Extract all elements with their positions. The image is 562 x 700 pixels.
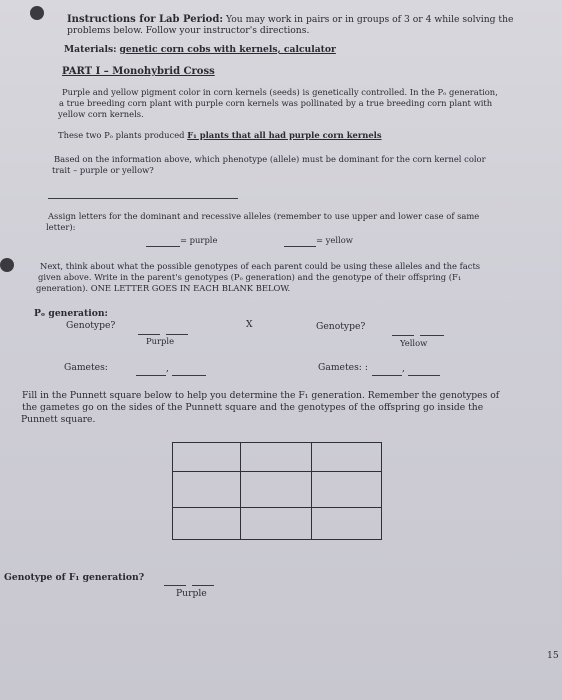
left-genotype-blank-1[interactable]: [138, 334, 160, 335]
p-generation-label: Pₒ generation:: [34, 308, 108, 319]
materials-line: [64, 45, 336, 56]
genotype-instructions-2: given above. Write in the parent's genotypes (Pₒ generation) and the genotype of their offspring (F₁: [38, 272, 462, 282]
left-gametes-label: Gametes:: [64, 362, 108, 373]
f1-statement: [58, 131, 382, 141]
punnett-instructions-3: Punnett square.: [21, 414, 96, 425]
right-gametes-label: Gametes: :: [318, 362, 368, 373]
instructions-text: You may work in pairs or in groups of 3 or 4 while solving the: [225, 14, 514, 25]
punnett-instructions-2: the gametes go on the sides of the Punnett square and the genotypes of the offspring go inside the: [22, 402, 484, 413]
left-gamete-comma: ,: [166, 363, 169, 374]
binder-hole: [0, 258, 14, 272]
punnett-divider-vertical: [311, 443, 312, 539]
left-genotype-label: Genotype?: [66, 320, 116, 331]
cross-symbol: X: [246, 319, 253, 330]
right-gamete-blank-1[interactable]: [372, 375, 402, 376]
punnett-divider-horizontal: [173, 507, 381, 508]
intro-line-2: a true breeding corn plant with purple corn kernels was pollinated by a true breeding corn plant with: [59, 98, 493, 108]
f1-genotype-blank-1[interactable]: [164, 585, 186, 586]
part-title: PART I – Monohybrid Cross: [62, 66, 215, 77]
yellow-allele-blank[interactable]: [284, 246, 316, 247]
yellow-allele-label: = yellow: [316, 235, 353, 245]
punnett-square: [172, 442, 382, 540]
assign-letters-2: letter):: [46, 222, 76, 232]
instructions-text-2: problems below. Follow your instructor's directions.: [67, 25, 310, 36]
genotype-instructions-3: generation). ONE LETTER GOES IN EACH BLANK BELOW.: [36, 283, 291, 293]
purple-allele-label: = purple: [180, 235, 218, 245]
f1-genotype-blank-2[interactable]: [192, 585, 214, 586]
materials-label: Materials:: [64, 44, 117, 55]
f1-statement-prefix: These two Pₒ plants produced: [58, 130, 188, 140]
binder-hole: [30, 6, 44, 20]
purple-allele-blank[interactable]: [146, 246, 180, 247]
punnett-divider-vertical: [240, 443, 241, 539]
left-phenotype: Purple: [146, 336, 175, 346]
f1-phenotype: Purple: [176, 588, 207, 599]
question-dominant-1: Based on the information above, which phenotype (allele) must be dominant for the corn kernel color: [54, 154, 486, 164]
materials-value: genetic corn cobs with kernels, calculator: [119, 44, 336, 55]
question-dominant-2: trait – purple or yellow?: [52, 165, 154, 175]
intro-line-3: yellow corn kernels.: [58, 109, 144, 119]
right-gamete-comma: ,: [402, 363, 405, 374]
left-gamete-blank-2[interactable]: [172, 375, 206, 376]
left-genotype-blank-2[interactable]: [166, 334, 188, 335]
punnett-instructions-1: Fill in the Punnett square below to help you determine the F₁ generation. Remember the genotypes of: [22, 390, 500, 401]
left-gamete-blank-1[interactable]: [136, 375, 166, 376]
genotype-instructions-1: Next, think about what the possible genotypes of each parent could be using these alleles and the facts: [40, 261, 481, 271]
punnett-divider-horizontal: [173, 471, 381, 472]
f1-genotype-label: Genotype of F₁ generation?: [4, 572, 145, 583]
right-genotype-blank-1[interactable]: [392, 335, 414, 336]
right-gamete-blank-2[interactable]: [408, 375, 440, 376]
right-genotype-label: Genotype?: [316, 321, 366, 332]
instructions-heading: Instructions for Lab Period:: [67, 14, 224, 25]
instructions-line: [67, 14, 513, 26]
right-genotype-blank-2[interactable]: [420, 335, 444, 336]
right-phenotype: Yellow: [400, 338, 428, 348]
f1-statement-underlined: F₁ plants that all had purple corn kernels: [187, 130, 382, 140]
page-number: 15: [547, 650, 559, 661]
assign-letters-1: Assign letters for the dominant and recessive alleles (remember to use upper and lower case of same: [48, 211, 480, 221]
intro-line-1: Purple and yellow pigment color in corn kernels (seeds) is genetically controlled. In the Pₒ generation,: [62, 87, 498, 97]
dominant-answer-blank[interactable]: [48, 198, 238, 199]
